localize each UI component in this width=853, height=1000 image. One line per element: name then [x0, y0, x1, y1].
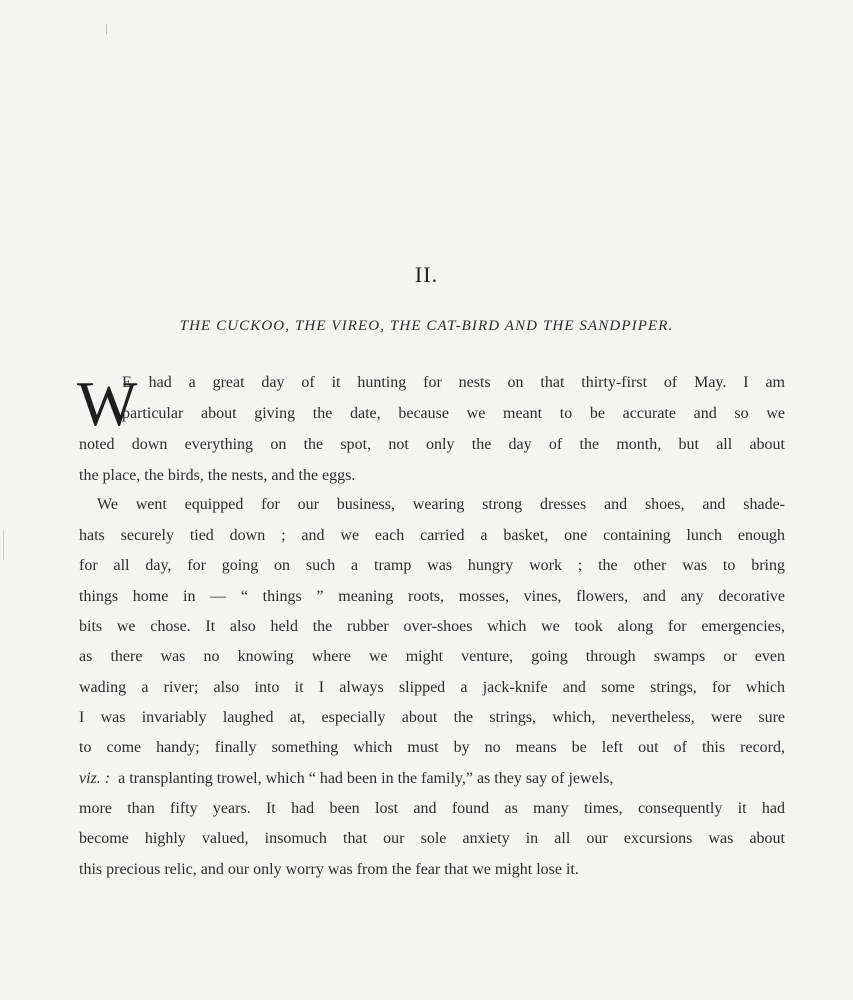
paragraph-line: We went equipped for our business, wearing strong dresses and shoes, and shade-	[97, 496, 785, 513]
chapter-title: THE CUCKOO, THE VIREO, THE CAT-BIRD AND THE SANDPIPER.	[179, 318, 674, 334]
paragraph-line	[79, 768, 785, 790]
paragraph-line: for all day, for going on such a tramp was hungry work ; the other was to bring	[79, 557, 785, 574]
paragraph-line: the place, the birds, the nests, and the eggs.	[79, 467, 356, 484]
paragraph-line: bits we chose. It also held the rubber over-shoes which we took along for emergencies,	[79, 618, 785, 635]
paragraph-line: become highly valued, insomuch that our sole anxiety in all our excursions was about	[79, 830, 785, 847]
paragraph-line: wading a river; also into it I always slipped a jack-knife and some strings, for which	[79, 679, 785, 696]
paragraph-line: more than fifty years. It had been lost and found as many times, consequently it had	[79, 800, 785, 817]
paragraph-line: hats securely tied down ; and we each carried a basket, one containing lunch enough	[79, 527, 785, 544]
drop-cap: W	[77, 368, 138, 439]
paragraph-line: noted down everything on the spot, not only the day of the month, but all about	[79, 436, 785, 453]
paragraph-line: E had a great day of it hunting for nests on that thirty-first of May. I am	[122, 374, 785, 391]
paragraph-line: as there was no knowing where we might venture, going through swamps or even	[79, 648, 785, 665]
paragraph-line-text: a transplanting trowel, which “ had been in the family,” as they say of jewels,	[118, 770, 614, 787]
margin-mark	[106, 24, 107, 34]
paragraph-line: to come handy; finally something which must by no means be left out of this record,	[79, 739, 785, 756]
margin-mark	[3, 530, 4, 560]
paragraph-line: things home in — “ things ” meaning roots, mosses, vines, flowers, and any decorative	[79, 588, 785, 605]
paragraph-line: particular about giving the date, because we meant to be accurate and so we	[122, 405, 785, 422]
chapter-number: II.	[414, 262, 439, 287]
viz-abbreviation: viz. :	[79, 770, 111, 787]
paragraph-line: I was invariably laughed at, especially about the strings, which, nevertheless, were sure	[79, 709, 785, 726]
paragraph-line: this precious relic, and our only worry was from the fear that we might lose it.	[79, 861, 579, 878]
